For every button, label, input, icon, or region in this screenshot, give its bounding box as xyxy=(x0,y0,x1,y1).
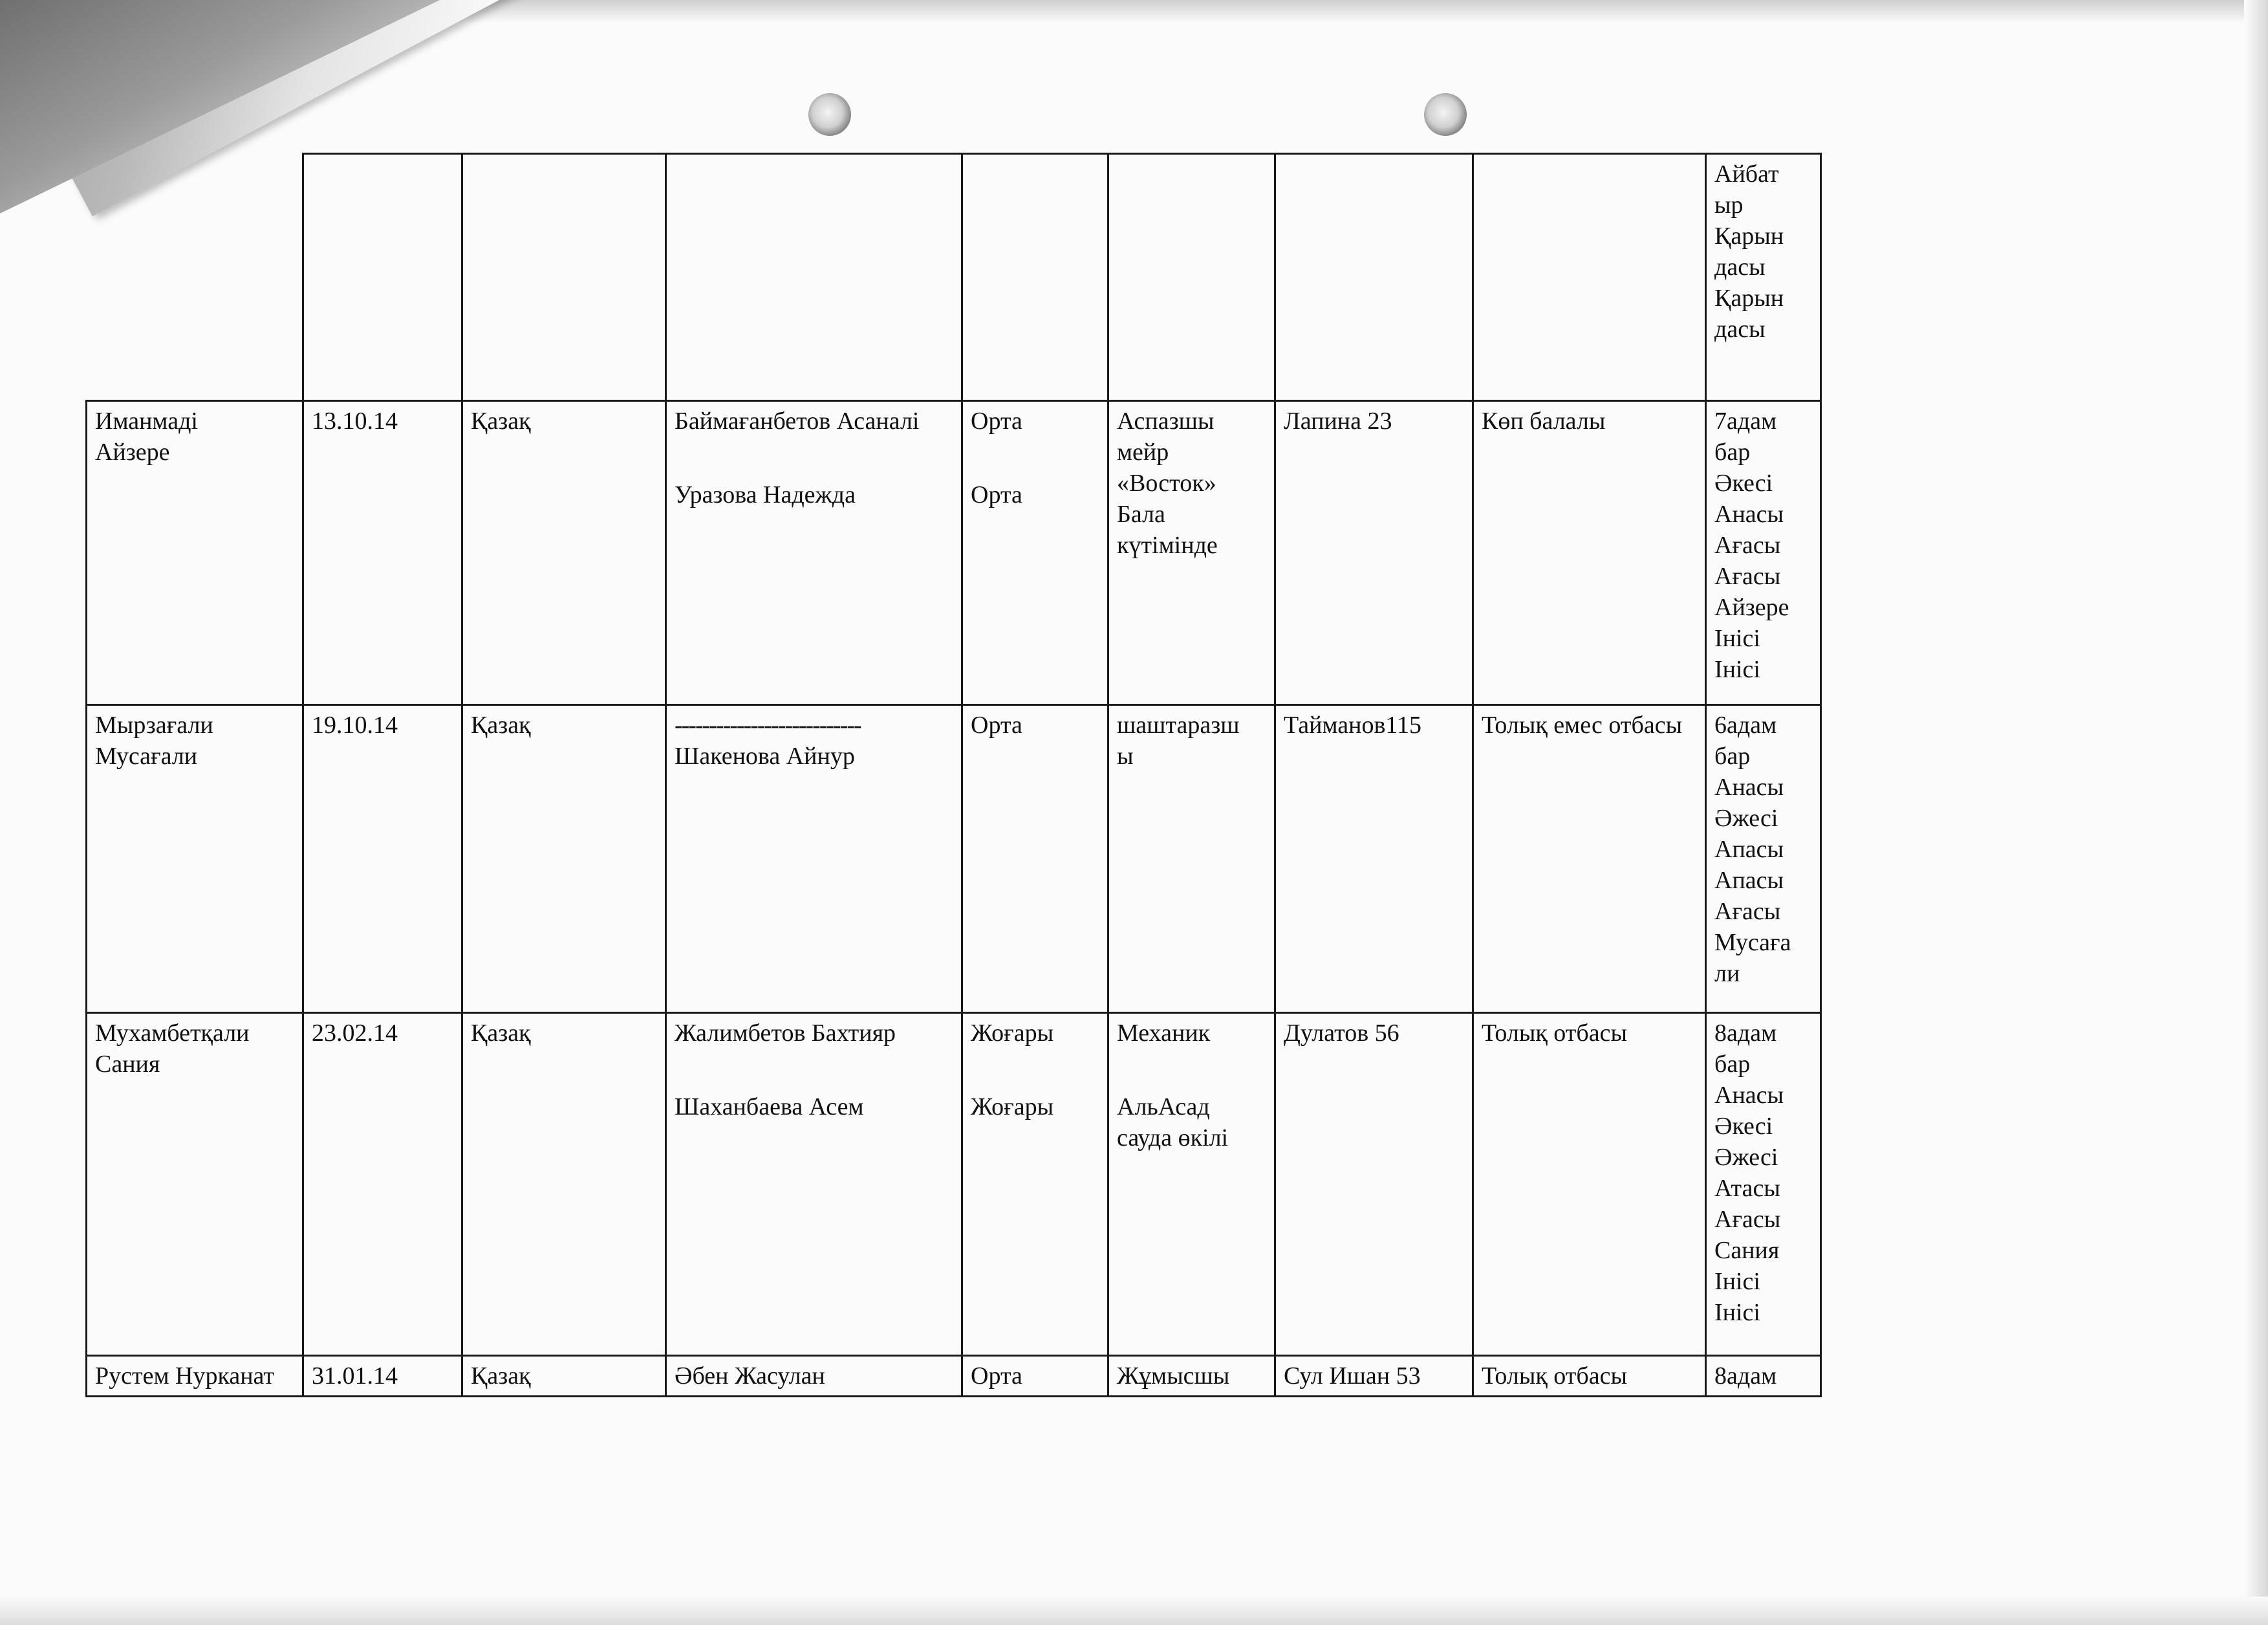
work-line: мейр xyxy=(1117,439,1169,466)
family-members-cell xyxy=(1706,401,1821,705)
family-status-cell: Көп балалы xyxy=(1473,401,1706,705)
family-member-line: Апасы xyxy=(1714,867,1784,894)
family-member-line: бар xyxy=(1714,1051,1751,1078)
name-cell xyxy=(87,1013,303,1356)
family-member-line: Інісі xyxy=(1714,1268,1760,1295)
parent-name: Шаханбаева Асем xyxy=(675,1093,864,1120)
work-line: АльАсад xyxy=(1117,1093,1210,1120)
table-cell-empty xyxy=(666,154,962,401)
family-member-line: бар xyxy=(1714,743,1751,770)
table-cell-empty xyxy=(1108,154,1275,401)
family-member-line: Анасы xyxy=(1714,774,1784,801)
family-member-line: Ағасы xyxy=(1714,532,1781,559)
family-member-line: бар xyxy=(1714,439,1751,466)
family-status-cell: Толық отбасы xyxy=(1473,1356,1706,1397)
table-row xyxy=(87,1356,1821,1397)
family-member-line: 7адам xyxy=(1714,408,1777,435)
nationality-cell: Қазақ xyxy=(462,1356,666,1397)
table-row xyxy=(87,705,1821,1013)
table-cell-empty xyxy=(87,154,303,401)
education-value: Орта xyxy=(971,408,1022,435)
work-line: «Восток» xyxy=(1117,470,1216,497)
family-members-cell xyxy=(1706,705,1821,1013)
parent-name: Баймағанбетов Асаналі xyxy=(675,408,920,435)
table-row xyxy=(87,1013,1821,1356)
parents-cell xyxy=(666,1013,962,1356)
family-member-line: дасы xyxy=(1714,254,1766,281)
family-members-cell xyxy=(1706,1013,1821,1356)
parent-name: Уразова Надежда xyxy=(675,481,856,508)
education-value: Жоғары xyxy=(971,1020,1054,1047)
family-member-line: Інісі xyxy=(1714,1299,1760,1326)
name-line: Мусағали xyxy=(95,743,198,770)
nationality-cell: Қазақ xyxy=(462,401,666,705)
work-line: шаштаразш xyxy=(1117,712,1240,739)
family-status-cell: Толық отбасы xyxy=(1473,1013,1706,1356)
table-row-header xyxy=(87,154,1821,401)
family-member-line: Анасы xyxy=(1714,501,1784,528)
family-members-cell: 8адам xyxy=(1706,1356,1821,1397)
family-member-line: Сания xyxy=(1714,1237,1780,1264)
family-member-line: Інісі xyxy=(1714,625,1760,652)
family-member-line: Ағасы xyxy=(1714,1206,1781,1233)
education-cell xyxy=(962,401,1108,705)
birth-date-cell: 23.02.14 xyxy=(303,1013,462,1356)
table-cell-empty xyxy=(1275,154,1473,401)
work-cell: Жұмысшы xyxy=(1108,1356,1275,1397)
family-member-line: Әкесі xyxy=(1714,470,1773,497)
work-cell xyxy=(1108,401,1275,705)
punch-hole-right xyxy=(1424,93,1467,136)
table-cell-empty xyxy=(303,154,462,401)
family-member-line: Атасы xyxy=(1714,1175,1780,1202)
family-member-line: Қарын xyxy=(1714,285,1784,312)
name-line: Мухамбетқали xyxy=(95,1020,250,1047)
education-cell: Орта xyxy=(962,1356,1108,1397)
table-cell-empty xyxy=(1473,154,1706,401)
table-row xyxy=(87,401,1821,705)
family-members-cell xyxy=(1706,154,1821,401)
work-line: Бала xyxy=(1117,501,1165,528)
work-line: Механик xyxy=(1117,1020,1211,1047)
family-member-line: ыр xyxy=(1714,191,1744,219)
work-line: күтімінде xyxy=(1117,532,1218,559)
parents-cell xyxy=(666,401,962,705)
family-member-line: Ағасы xyxy=(1714,898,1781,925)
name-cell xyxy=(87,705,303,1013)
table-cell-empty xyxy=(462,154,666,401)
parents-cell xyxy=(666,705,962,1013)
work-line: сауда өкілі xyxy=(1117,1124,1229,1151)
family-member-line: дасы xyxy=(1714,316,1766,343)
family-member-line: Әжесі xyxy=(1714,1144,1778,1171)
work-line: Аспазшы xyxy=(1117,408,1215,435)
nationality-cell: Қазақ xyxy=(462,1013,666,1356)
address-cell: Дулатов 56 xyxy=(1275,1013,1473,1356)
scan-bottom-edge xyxy=(0,1597,2268,1625)
family-member-line: Анасы xyxy=(1714,1082,1784,1109)
name-line: Сания xyxy=(95,1051,160,1078)
education-value: Орта xyxy=(971,481,1022,508)
name-cell xyxy=(87,401,303,705)
family-member-line: Әжесі xyxy=(1714,805,1778,832)
education-value: Орта xyxy=(971,712,1022,739)
birth-date-cell: 31.01.14 xyxy=(303,1356,462,1397)
education-cell xyxy=(962,1013,1108,1356)
family-member-line: Апасы xyxy=(1714,836,1784,863)
address-cell: Лапина 23 xyxy=(1275,401,1473,705)
nationality-cell: Қазақ xyxy=(462,705,666,1013)
family-member-line: ли xyxy=(1714,960,1740,987)
punch-hole-left xyxy=(808,93,851,136)
family-member-line: Ағасы xyxy=(1714,563,1781,590)
family-member-line: Інісі xyxy=(1714,656,1760,683)
family-member-line: Әкесі xyxy=(1714,1113,1773,1140)
education-value: Жоғары xyxy=(971,1093,1054,1120)
work-line: ы xyxy=(1117,743,1134,770)
family-member-line: Қарын xyxy=(1714,223,1784,250)
name-line: Айзере xyxy=(95,439,170,466)
name-line: Иманмаді xyxy=(95,408,198,435)
address-cell: Сул Ишан 53 xyxy=(1275,1356,1473,1397)
address-cell: Тайманов115 xyxy=(1275,705,1473,1013)
family-member-line: 8адам xyxy=(1714,1020,1777,1047)
family-status-cell: Толық емес отбасы xyxy=(1473,705,1706,1013)
education-cell xyxy=(962,705,1108,1013)
family-member-line: Айзере xyxy=(1714,594,1789,621)
name-cell: Рустем Нурканат xyxy=(87,1356,303,1397)
name-line: Мырзағали xyxy=(95,712,213,739)
family-member-line: Айбат xyxy=(1714,160,1779,188)
parents-cell: Әбен Жасулан xyxy=(666,1356,962,1397)
parent-name: Жалимбетов Бахтияр xyxy=(675,1020,896,1047)
work-cell xyxy=(1108,1013,1275,1356)
parent-name-blank: --------------------------- xyxy=(675,712,861,739)
parent-name: Шакенова Айнур xyxy=(675,743,855,770)
scan-right-edge xyxy=(2244,0,2268,1625)
work-cell xyxy=(1108,705,1275,1013)
birth-date-cell: 13.10.14 xyxy=(303,401,462,705)
birth-date-cell: 19.10.14 xyxy=(303,705,462,1013)
student-family-table xyxy=(85,153,1822,1397)
table-cell-empty xyxy=(962,154,1108,401)
family-member-line: 6адам xyxy=(1714,712,1777,739)
family-member-line: Мусаға xyxy=(1714,929,1791,956)
